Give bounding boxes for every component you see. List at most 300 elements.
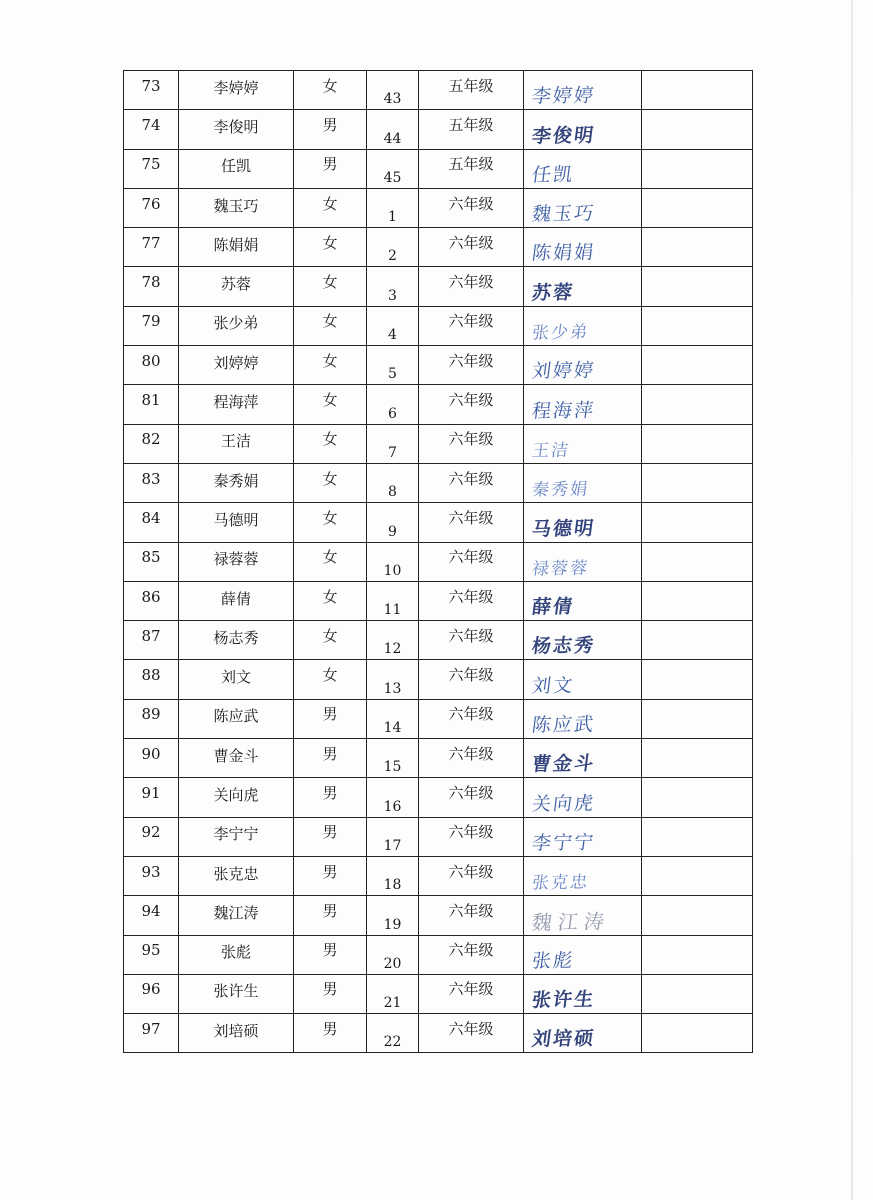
grade-level: 六年级 — [448, 1019, 494, 1038]
row-number: 96 — [141, 980, 161, 999]
row-number-cell — [124, 306, 179, 345]
grade-level: 六年级 — [448, 901, 494, 920]
student-name-cell — [179, 424, 294, 463]
handwritten-signature: 禄蓉蓉 — [530, 558, 591, 580]
student-name: 李婷婷 — [213, 78, 259, 97]
row-number: 82 — [141, 430, 161, 449]
seat-number-cell — [367, 188, 419, 227]
student-name-cell — [179, 817, 294, 856]
seat-number: 12 — [383, 641, 402, 658]
student-sex-cell — [294, 503, 367, 542]
row-number-cell — [124, 424, 179, 463]
student-sex: 女 — [322, 666, 338, 685]
grade-level: 六年级 — [448, 351, 494, 370]
student-sex: 男 — [322, 980, 338, 999]
remarks-cell-cell — [642, 188, 753, 227]
grade-level: 六年级 — [448, 548, 494, 567]
grade-level: 五年级 — [448, 155, 494, 174]
student-name: 魏江涛 — [213, 903, 259, 922]
student-name: 刘培硕 — [213, 1021, 259, 1040]
handwritten-signature-cell — [524, 149, 642, 188]
handwritten-signature-cell — [524, 306, 642, 345]
grade-level: 六年级 — [448, 823, 494, 842]
student-sex-cell — [294, 856, 367, 895]
grade-level-cell — [419, 896, 524, 935]
handwritten-signature: 魏江涛 — [530, 908, 612, 935]
student-name-cell — [179, 699, 294, 738]
row-number-cell — [124, 503, 179, 542]
handwritten-signature-cell — [524, 503, 642, 542]
student-name-cell — [179, 188, 294, 227]
row-number-cell — [124, 974, 179, 1013]
student-name-cell — [179, 306, 294, 345]
student-name: 王洁 — [220, 432, 251, 451]
grade-level-cell — [419, 71, 524, 110]
row-number-cell — [124, 935, 179, 974]
remarks-cell-cell — [642, 581, 753, 620]
handwritten-signature: 张许生 — [530, 988, 597, 1012]
remarks-cell-cell — [642, 817, 753, 856]
handwritten-signature-cell — [524, 463, 642, 502]
grade-level: 六年级 — [448, 587, 494, 606]
student-name: 程海萍 — [213, 393, 259, 412]
seat-number-cell — [367, 385, 419, 424]
student-sex-cell — [294, 110, 367, 149]
handwritten-signature: 陈应武 — [530, 713, 597, 737]
seat-number: 2 — [388, 248, 397, 265]
seat-number: 21 — [383, 995, 402, 1012]
seat-number: 1 — [388, 209, 397, 226]
grade-level: 六年级 — [448, 862, 494, 881]
table-row — [124, 424, 753, 463]
row-number: 75 — [141, 155, 161, 174]
student-name: 魏玉巧 — [213, 196, 259, 215]
grade-level: 六年级 — [448, 980, 494, 999]
student-sex-cell — [294, 228, 367, 267]
remarks-cell-cell — [642, 71, 753, 110]
remarks-cell-cell — [642, 856, 753, 895]
row-number: 84 — [141, 508, 161, 527]
grade-level-cell — [419, 110, 524, 149]
row-number-cell — [124, 739, 179, 778]
handwritten-signature-cell — [524, 267, 642, 306]
student-sex: 女 — [322, 194, 338, 213]
row-number-cell — [124, 267, 179, 306]
table-row — [124, 778, 753, 817]
student-name: 任凯 — [220, 157, 251, 176]
row-number-cell — [124, 896, 179, 935]
seat-number: 6 — [388, 405, 397, 422]
grade-level-cell — [419, 503, 524, 542]
student-name-cell — [179, 935, 294, 974]
student-name: 张许生 — [213, 982, 259, 1001]
grade-level-cell — [419, 306, 524, 345]
seat-number-cell — [367, 110, 419, 149]
seat-number-cell — [367, 346, 419, 385]
page-edge-shadow — [851, 0, 853, 1200]
remarks-cell-cell — [642, 935, 753, 974]
student-name-cell — [179, 778, 294, 817]
grade-level-cell — [419, 778, 524, 817]
row-number-cell — [124, 817, 179, 856]
student-name-cell — [179, 856, 294, 895]
student-name-cell — [179, 463, 294, 502]
student-name-cell — [179, 385, 294, 424]
grade-level: 六年级 — [448, 626, 494, 645]
table-row — [124, 188, 753, 227]
student-sex-cell — [294, 188, 367, 227]
table-row — [124, 621, 753, 660]
handwritten-signature-cell — [524, 542, 642, 581]
seat-number: 14 — [383, 720, 402, 737]
remarks-cell-cell — [642, 974, 753, 1013]
handwritten-signature: 刘婷婷 — [530, 359, 597, 383]
handwritten-signature: 张克忠 — [530, 872, 591, 894]
grade-level: 六年级 — [448, 194, 494, 213]
row-number: 97 — [141, 1019, 161, 1038]
student-sex-cell — [294, 896, 367, 935]
table-row — [124, 1014, 753, 1053]
seat-number: 3 — [388, 287, 397, 304]
seat-number: 7 — [388, 444, 397, 461]
seat-number-cell — [367, 896, 419, 935]
seat-number-cell — [367, 503, 419, 542]
handwritten-signature: 李婷婷 — [530, 84, 597, 108]
student-name-cell — [179, 660, 294, 699]
row-number: 78 — [141, 273, 161, 292]
table-row — [124, 935, 753, 974]
student-sex: 女 — [322, 626, 338, 645]
student-name: 薛倩 — [220, 589, 251, 608]
seat-number: 8 — [388, 484, 397, 501]
handwritten-signature-cell — [524, 699, 642, 738]
student-sex: 女 — [322, 587, 338, 606]
student-name: 张克忠 — [213, 864, 259, 883]
handwritten-signature-cell — [524, 228, 642, 267]
row-number: 90 — [141, 744, 161, 763]
grade-level: 六年级 — [448, 705, 494, 724]
student-name-cell — [179, 149, 294, 188]
seat-number-cell — [367, 71, 419, 110]
student-name-cell — [179, 110, 294, 149]
student-name: 杨志秀 — [213, 628, 259, 647]
row-number: 79 — [141, 312, 161, 331]
remarks-cell-cell — [642, 621, 753, 660]
row-number: 92 — [141, 823, 161, 842]
student-name-cell — [179, 1014, 294, 1053]
student-name-cell — [179, 974, 294, 1013]
grade-level: 六年级 — [448, 233, 494, 252]
seat-number: 44 — [383, 130, 402, 147]
handwritten-signature-cell — [524, 621, 642, 660]
student-sex: 女 — [322, 233, 338, 252]
seat-number-cell — [367, 817, 419, 856]
grade-level-cell — [419, 385, 524, 424]
seat-number-cell — [367, 267, 419, 306]
seat-number-cell — [367, 1014, 419, 1053]
student-sex-cell — [294, 817, 367, 856]
student-sex-cell — [294, 660, 367, 699]
row-number: 83 — [141, 469, 161, 488]
seat-number-cell — [367, 778, 419, 817]
remarks-cell-cell — [642, 228, 753, 267]
handwritten-signature: 刘文 — [530, 674, 576, 698]
handwritten-signature: 魏玉巧 — [530, 202, 597, 226]
row-number: 91 — [141, 783, 161, 802]
handwritten-signature-cell — [524, 935, 642, 974]
seat-number-cell — [367, 660, 419, 699]
row-number-cell — [124, 699, 179, 738]
student-name-cell — [179, 346, 294, 385]
student-name: 马德明 — [213, 510, 259, 529]
student-sex-cell — [294, 699, 367, 738]
handwritten-signature-cell — [524, 856, 642, 895]
table-row — [124, 503, 753, 542]
row-number: 88 — [141, 666, 161, 685]
handwritten-signature: 王洁 — [530, 440, 572, 462]
grade-level: 五年级 — [448, 76, 494, 95]
seat-number-cell — [367, 581, 419, 620]
handwritten-signature: 马德明 — [530, 517, 597, 541]
student-sex-cell — [294, 346, 367, 385]
handwritten-signature-cell — [524, 1014, 642, 1053]
student-sex-cell — [294, 306, 367, 345]
seat-number: 10 — [383, 562, 402, 579]
table-row — [124, 346, 753, 385]
seat-number: 16 — [383, 798, 402, 815]
remarks-cell-cell — [642, 463, 753, 502]
student-sex: 男 — [322, 115, 338, 134]
grade-level: 五年级 — [448, 115, 494, 134]
grade-level-cell — [419, 974, 524, 1013]
student-sex: 男 — [322, 823, 338, 842]
roster-body — [124, 71, 753, 1053]
student-name-cell — [179, 503, 294, 542]
grade-level-cell — [419, 856, 524, 895]
student-sex: 男 — [322, 901, 338, 920]
row-number-cell — [124, 1014, 179, 1053]
seat-number: 19 — [383, 916, 402, 933]
grade-level: 六年级 — [448, 312, 494, 331]
student-sex-cell — [294, 149, 367, 188]
grade-level: 六年级 — [448, 391, 494, 410]
handwritten-signature-cell — [524, 581, 642, 620]
seat-number: 9 — [388, 523, 397, 540]
table-row — [124, 660, 753, 699]
seat-number: 45 — [383, 169, 402, 186]
student-name: 张彪 — [220, 943, 251, 962]
seat-number-cell — [367, 306, 419, 345]
remarks-cell-cell — [642, 739, 753, 778]
remarks-cell-cell — [642, 149, 753, 188]
student-sex: 女 — [322, 76, 338, 95]
grade-level-cell — [419, 621, 524, 660]
table-row — [124, 974, 753, 1013]
student-name-cell — [179, 228, 294, 267]
student-sex: 男 — [322, 705, 338, 724]
handwritten-signature-cell — [524, 346, 642, 385]
student-sex: 男 — [322, 744, 338, 763]
handwritten-signature: 任凯 — [530, 163, 576, 187]
grade-level-cell — [419, 463, 524, 502]
table-row — [124, 463, 753, 502]
remarks-cell-cell — [642, 1014, 753, 1053]
table-row — [124, 542, 753, 581]
handwritten-signature: 苏蓉 — [530, 281, 576, 305]
handwritten-signature-cell — [524, 817, 642, 856]
handwritten-signature-cell — [524, 385, 642, 424]
row-number-cell — [124, 778, 179, 817]
student-sex-cell — [294, 621, 367, 660]
grade-level: 六年级 — [448, 783, 494, 802]
handwritten-signature: 张少弟 — [530, 322, 591, 344]
remarks-cell-cell — [642, 110, 753, 149]
grade-level: 六年级 — [448, 273, 494, 292]
row-number: 73 — [141, 76, 161, 95]
student-name: 苏蓉 — [220, 275, 251, 294]
seat-number-cell — [367, 856, 419, 895]
row-number: 77 — [141, 233, 161, 252]
student-sex-cell — [294, 542, 367, 581]
student-sex-cell — [294, 267, 367, 306]
seat-number-cell — [367, 463, 419, 502]
grade-level-cell — [419, 739, 524, 778]
row-number-cell — [124, 463, 179, 502]
grade-level-cell — [419, 935, 524, 974]
student-roster-table — [123, 70, 753, 1053]
seat-number: 17 — [383, 837, 402, 854]
remarks-cell-cell — [642, 503, 753, 542]
student-name-cell — [179, 71, 294, 110]
student-sex: 女 — [322, 508, 338, 527]
table-row — [124, 699, 753, 738]
grade-level: 六年级 — [448, 666, 494, 685]
row-number-cell — [124, 71, 179, 110]
table-row — [124, 739, 753, 778]
seat-number: 22 — [383, 1034, 402, 1051]
handwritten-signature: 张彪 — [530, 949, 576, 973]
student-name-cell — [179, 267, 294, 306]
grade-level: 六年级 — [448, 430, 494, 449]
student-sex: 男 — [322, 1019, 338, 1038]
handwritten-signature: 陈娟娟 — [530, 241, 597, 266]
grade-level: 六年级 — [448, 469, 494, 488]
seat-number: 15 — [383, 759, 402, 776]
grade-level-cell — [419, 542, 524, 581]
student-name-cell — [179, 581, 294, 620]
grade-level-cell — [419, 346, 524, 385]
student-name: 张少弟 — [213, 314, 259, 333]
remarks-cell-cell — [642, 660, 753, 699]
table-row — [124, 306, 753, 345]
seat-number: 5 — [388, 366, 397, 383]
remarks-cell-cell — [642, 385, 753, 424]
grade-level-cell — [419, 149, 524, 188]
remarks-cell-cell — [642, 346, 753, 385]
grade-level: 六年级 — [448, 941, 494, 960]
row-number-cell — [124, 346, 179, 385]
student-sex: 男 — [322, 783, 338, 802]
student-sex: 男 — [322, 941, 338, 960]
seat-number-cell — [367, 621, 419, 660]
student-sex-cell — [294, 424, 367, 463]
student-sex: 男 — [322, 155, 338, 174]
handwritten-signature: 关向虎 — [530, 792, 597, 816]
grade-level-cell — [419, 188, 524, 227]
student-sex: 女 — [322, 351, 338, 370]
row-number: 80 — [141, 351, 161, 370]
remarks-cell-cell — [642, 306, 753, 345]
handwritten-signature-cell — [524, 110, 642, 149]
seat-number-cell — [367, 424, 419, 463]
row-number: 81 — [141, 391, 161, 410]
student-name: 刘婷婷 — [213, 353, 259, 372]
student-sex-cell — [294, 71, 367, 110]
student-sex-cell — [294, 463, 367, 502]
grade-level-cell — [419, 228, 524, 267]
handwritten-signature-cell — [524, 660, 642, 699]
handwritten-signature: 秦秀娟 — [530, 479, 591, 501]
student-sex-cell — [294, 581, 367, 620]
grade-level-cell — [419, 424, 524, 463]
remarks-cell-cell — [642, 267, 753, 306]
grade-level-cell — [419, 1014, 524, 1053]
row-number: 93 — [141, 862, 161, 881]
row-number: 94 — [141, 901, 161, 920]
remarks-cell-cell — [642, 542, 753, 581]
row-number-cell — [124, 228, 179, 267]
student-sex-cell — [294, 778, 367, 817]
handwritten-signature: 杨志秀 — [530, 634, 597, 659]
remarks-cell-cell — [642, 896, 753, 935]
row-number-cell — [124, 856, 179, 895]
row-number-cell — [124, 385, 179, 424]
student-name-cell — [179, 739, 294, 778]
grade-level-cell — [419, 699, 524, 738]
student-name: 李俊明 — [213, 117, 259, 136]
remarks-cell-cell — [642, 778, 753, 817]
row-number-cell — [124, 542, 179, 581]
student-sex: 女 — [322, 430, 338, 449]
grade-level-cell — [419, 581, 524, 620]
grade-level-cell — [419, 817, 524, 856]
table-row — [124, 856, 753, 895]
handwritten-signature-cell — [524, 974, 642, 1013]
student-name: 陈娟娟 — [213, 235, 259, 254]
seat-number-cell — [367, 228, 419, 267]
grade-level: 六年级 — [448, 744, 494, 763]
seat-number: 18 — [383, 877, 402, 894]
handwritten-signature-cell — [524, 778, 642, 817]
handwritten-signature: 刘培硕 — [530, 1027, 597, 1051]
table-row — [124, 817, 753, 856]
row-number-cell — [124, 660, 179, 699]
remarks-cell-cell — [642, 699, 753, 738]
table-row — [124, 110, 753, 149]
student-sex: 女 — [322, 391, 338, 410]
student-name: 秦秀娟 — [213, 471, 259, 490]
handwritten-signature: 李俊明 — [530, 124, 597, 148]
seat-number: 11 — [383, 602, 402, 619]
seat-number-cell — [367, 149, 419, 188]
student-sex: 女 — [322, 273, 338, 292]
student-sex: 女 — [322, 312, 338, 331]
seat-number-cell — [367, 739, 419, 778]
remarks-cell-cell — [642, 424, 753, 463]
student-sex: 男 — [322, 862, 338, 881]
handwritten-signature-cell — [524, 739, 642, 778]
handwritten-signature: 程海萍 — [530, 399, 597, 423]
